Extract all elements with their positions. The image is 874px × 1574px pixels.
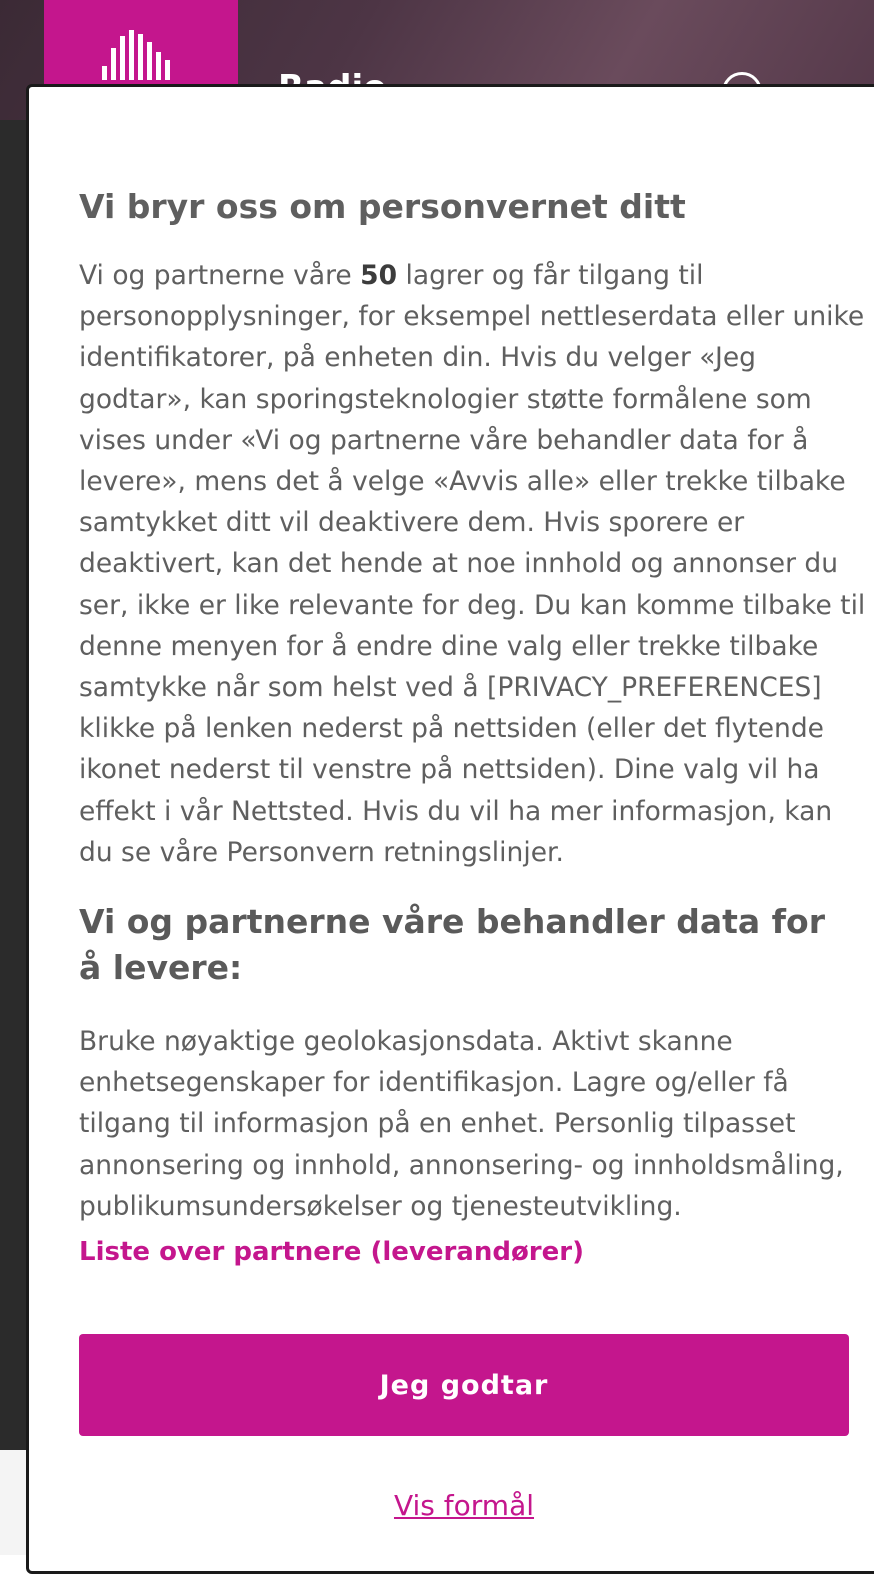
intro-text-rest: lagrer og får tilgang til personopplysninger, for eksempel nettleserdata eller unike identifikatorer, på enheten din. Hvis du velger «Jeg godtar», kan sporingsteknologier støtte formålene som vises under «Vi og partnerne våre behandler data for å levere», mens det å velge «Avvis alle» eller trekke tilbake samtykket ditt vil deaktivere dem. Hvis sporere er deaktivert, kan det hende at noe innhold og annonser du ser, ikke er like relevante for deg. Du kan komme tilbake til denne menyen for å endre dine valg eller trekke tilbake samtykke når som helst ved å [PRIVACY_PREFERENCES] klikke på lenken nederst på nettsiden (eller det flytende ikonet nederst til venstre på nettsiden). Dine valg vil ha effekt i vår Nettsted. Hvis du vil ha mer informasjon, kan du se våre Personvern retningslinjer. [79,260,866,868]
logo-bars-icon [102,30,178,80]
purposes-heading: Vi og partnerne våre behandler data for å levere: [79,902,825,987]
partners-list-link[interactable]: Liste over partnere (leverandører) [79,1237,584,1267]
intro-text-start: Vi og partnerne våre [79,260,361,291]
consent-description [79,255,869,873]
purposes-description: Bruke nøyaktige geolokasjonsdata. Aktivt skanne enhetsegenskaper for identifikasjon. Lagre og/eller få tilgang til informasjon på en enhet. Personlig tilpasset annonsering og innhold, annonsering- og innholdsmåling, publikumsundersøkelser og tjenesteutvikling. [79,1026,844,1222]
show-purposes-link[interactable]: Vis formål [393,1489,535,1522]
page-backdrop-left [0,120,26,1450]
accept-button[interactable]: Jeg godtar [79,1334,849,1436]
consent-title: Vi bryr oss om personvernet ditt [79,187,686,226]
consent-dialog [26,84,874,1574]
partner-count: 50 [360,260,398,291]
